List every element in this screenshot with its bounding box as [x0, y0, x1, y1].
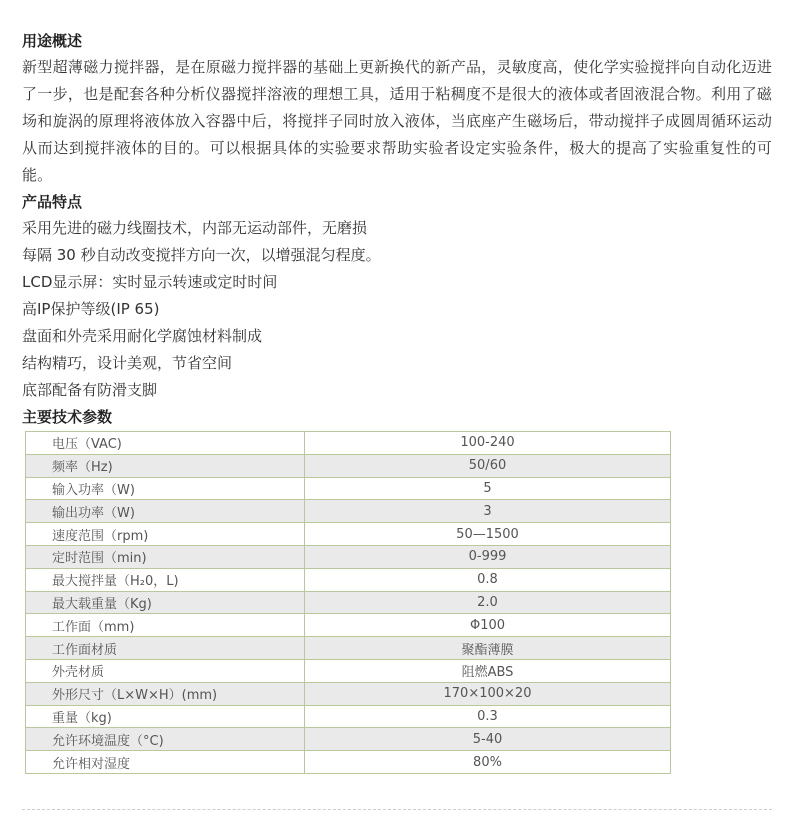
spec-label: 允许环境温度（°C) — [26, 728, 305, 751]
feature-item: 采用先进的磁力线圈技术，内部无运动部件，无磨损 — [22, 219, 368, 237]
spec-value: 阻燃ABS — [305, 659, 671, 682]
spec-value: 170×100×20 — [305, 682, 671, 705]
feature-item: 每隔 30 秒自动改变搅拌方向一次，以增强混匀程度。 — [22, 246, 381, 264]
table-row — [26, 614, 671, 637]
specs-title: 主要技术参数 — [22, 408, 113, 426]
spec-value: 50—1500 — [305, 523, 671, 546]
table-row — [26, 637, 671, 660]
spec-value: 5 — [305, 477, 671, 500]
spec-label: 定时范围（min) — [26, 545, 305, 568]
table-row — [26, 568, 671, 591]
table-row — [26, 454, 671, 477]
usage-title: 用途概述 — [22, 32, 83, 50]
spec-label: 输出功率（W) — [26, 500, 305, 523]
table-row — [26, 682, 671, 705]
feature-item: 盘面和外壳采用耐化学腐蚀材料制成 — [22, 327, 263, 345]
spec-value: Φ100 — [305, 614, 671, 637]
features-list — [22, 215, 772, 404]
table-row — [26, 500, 671, 523]
feature-item: 结构精巧，设计美观，节省空间 — [22, 354, 233, 372]
usage-paragraph: 新型超薄磁力搅拌器，是在原磁力搅拌器的基础上更新换代的新产品，灵敏度高，使化学实验搅拌向自动化迈进了一步，也是配套各种分析仪器搅拌溶液的理想工具，适用于粘稠度不是很大的液体或者固液混合物。利用了磁场和旋涡的原理将液体放入容器中后，将搅拌子同时放入液体，当底座产生磁场后，带动搅拌子成圆周循环运动从而达到搅拌液体的目的。可以根据具体的实验要求帮助实验者设定实验条件，极大的提高了实验重复性的可能。 — [22, 58, 772, 184]
dashed-divider — [22, 809, 772, 810]
table-row — [26, 523, 671, 546]
spec-label: 频率（Hz) — [26, 454, 305, 477]
spec-label: 工作面（mm) — [26, 614, 305, 637]
spec-value: 5-40 — [305, 728, 671, 751]
spec-label: 重量（kg) — [26, 705, 305, 728]
table-row — [26, 659, 671, 682]
feature-item: 底部配备有防滑支脚 — [22, 381, 158, 399]
spec-label: 最大载重量（Kg) — [26, 591, 305, 614]
table-row — [26, 728, 671, 751]
spec-value: 0-999 — [305, 545, 671, 568]
spec-label: 速度范围（rpm) — [26, 523, 305, 546]
spec-value: 50/60 — [305, 454, 671, 477]
spec-label: 允许相对湿度 — [26, 751, 305, 774]
spec-value: 0.8 — [305, 568, 671, 591]
feature-item: 高IP保护等级(IP 65) — [22, 300, 160, 318]
spec-label: 外壳材质 — [26, 659, 305, 682]
features-title: 产品特点 — [22, 193, 83, 211]
table-row — [26, 591, 671, 614]
table-row — [26, 545, 671, 568]
product-description — [22, 28, 772, 774]
spec-label: 电压（VAC) — [26, 432, 305, 455]
table-row — [26, 432, 671, 455]
table-row — [26, 751, 671, 774]
spec-label: 外形尺寸（L×W×H）(mm) — [26, 682, 305, 705]
spec-label: 工作面材质 — [26, 637, 305, 660]
table-row — [26, 477, 671, 500]
spec-value: 聚酯薄膜 — [305, 637, 671, 660]
spec-label: 输入功率（W) — [26, 477, 305, 500]
spec-value: 100-240 — [305, 432, 671, 455]
table-row — [26, 705, 671, 728]
specs-table — [25, 431, 671, 774]
feature-item: LCD显示屏：实时显示转速或定时时间 — [22, 273, 278, 291]
spec-value: 3 — [305, 500, 671, 523]
spec-label: 最大搅拌量（H₂0，L) — [26, 568, 305, 591]
spec-value: 0.3 — [305, 705, 671, 728]
spec-value: 80% — [305, 751, 671, 774]
spec-value: 2.0 — [305, 591, 671, 614]
